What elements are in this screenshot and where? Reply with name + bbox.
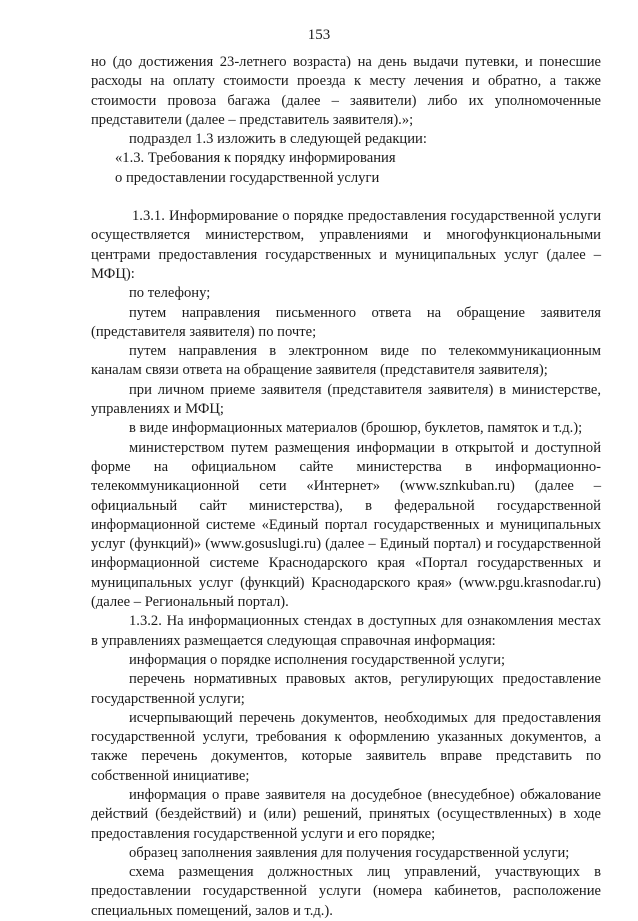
paragraph-application-sample: образец заполнения заявления для получения государственной услуги; [129, 844, 570, 861]
paragraph-service-order-info: информация о порядке исполнения государственной услуги; [129, 651, 505, 668]
paragraph-ministry-website: министерством путем размещения информации в открытой и доступной форме на официальном сайте министерства в информационно-телекоммуникационной сети «Интернет» (www.sznkuban.ru) (далее – официальный сайт министерства), в федеральной государственной информационной системе «Единый портал государственных и муниципальных услуг (функций)» (www.gosuslugi.ru) (далее – Единый портал) и государственной информационной системе Краснодарского края «Портал государственных и муниципальных услуг (функций) Краснодарского края» (www.pgu.krasnodar.ru) (далее – Региональный портал). [91, 439, 601, 611]
paragraph-1-3-2: 1.3.2. На информационных стендах в доступных для ознакомления местах в управлениях размещается следующая справочная информация: [91, 613, 601, 649]
blank-line [91, 188, 601, 207]
section-heading-line-2: о предоставлении государственной услуги [115, 169, 380, 186]
paragraph-by-phone: по телефону; [129, 285, 211, 302]
document-body [91, 53, 601, 921]
paragraph-personal-reception: при личном приеме заявителя (представителя заявителя) в министерстве, управлениях и МФЦ; [91, 381, 601, 418]
paragraph-appeal-right: информация о праве заявителя на досудебное (внесудебное) обжалование действий (бездействий) и (или) решений, принятых (осуществленных) в ходе предоставления государственной услуги и его порядке; [91, 786, 601, 842]
paragraph-officials-scheme: схема размещения должностных лиц управлений, участвующих в предоставлении государственной услуги (номера кабинетов, расположение специальных помещений, залов и т.д.). [91, 864, 601, 919]
paragraph-documents-list: исчерпывающий перечень документов, необходимых для предоставления государственной услуги, требования к оформлению указанных документов, а также перечень документов, которые заявитель вправе представить по собственной инициативе; [91, 709, 601, 784]
paragraph-information-materials: в виде информационных материалов (брошюр, буклетов, памяток и т.д.); [129, 420, 583, 437]
section-heading-line-1: «1.3. Требования к порядку информирования [115, 150, 396, 167]
paragraph-subsection-instruction: подраздел 1.3 изложить в следующей редакции: [129, 131, 427, 148]
paragraph-legal-acts-list: перечень нормативных правовых актов, регулирующих предоставление государственной услуги; [91, 671, 601, 707]
paragraph-1-3-1: 1.3.1. Информирование о порядке предоставления государственной услуги осуществляется министерством, управлениями и многофункциональными центрами предоставления государственных и муниципальных услуг (далее – МФЦ): [91, 208, 601, 282]
paragraph-written-response: путем направления письменного ответа на обращение заявителя (представителя заявителя) по почте; [91, 304, 601, 340]
paragraph-continuation: но (до достижения 23-летнего возраста) на день выдачи путевки, и понесшие расходы на оплату стоимости проезда к месту лечения и обратно, а также стоимости провоза багажа (далее – заявители) либо их уполномоченные представители (далее – представитель заявителя).»; [91, 54, 601, 128]
paragraph-electronic-response: путем направления в электронном виде по телекоммуникационным каналам связи ответа на обращение заявителя (представителя заявителя); [91, 343, 601, 379]
page-number: 153 [307, 27, 331, 43]
